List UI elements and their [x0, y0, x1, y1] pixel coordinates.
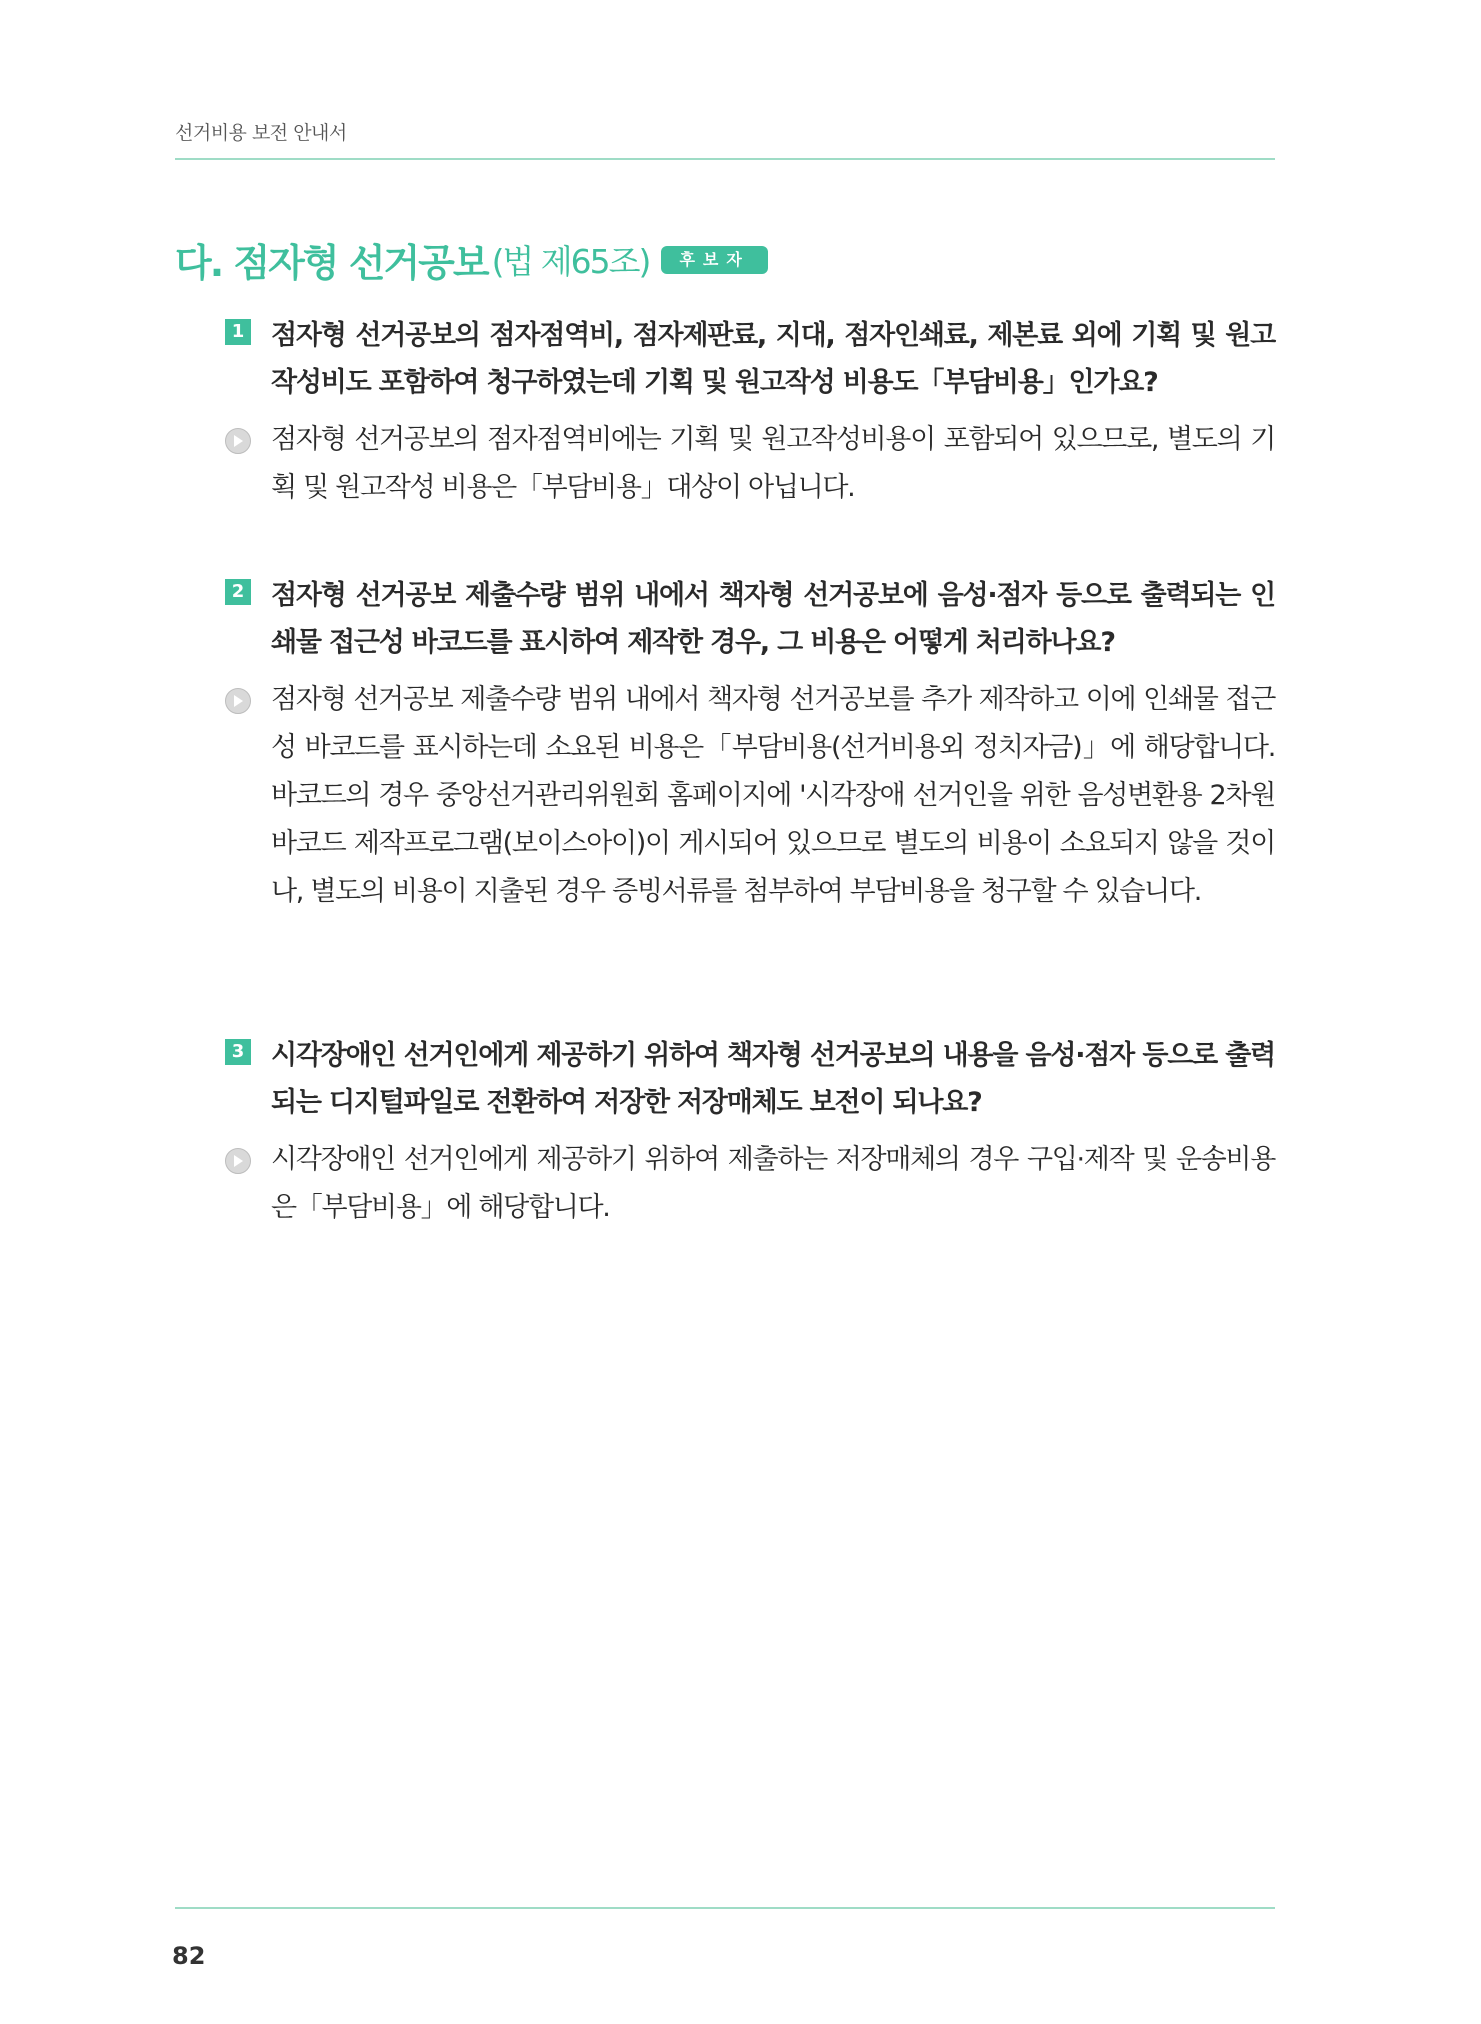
- running-header: 선거비용 보전 안내서: [175, 122, 347, 144]
- qa-item-3: [225, 1032, 1275, 1232]
- answer-arrow-icon: [225, 688, 251, 714]
- question: [225, 1032, 1275, 1126]
- answer-text: 점자형 선거공보 제출수량 범위 내에서 책자형 선거공보를 추가 제작하고 이에 인쇄물 접근성 바코드를 표시하는데 소요된 비용은「부담비용(선거비용외 정치자금)」에 해당합니다. 바코드의 경우 중앙선거관리위원회 홈페이지에 '시각장애 선거인을 위한 음성변환용 2차원바코드 제작프로그램(보이스아이)이 게시되어 있으므로 별도의 비용이 소요되지 않을 것이나, 별도의 비용이 지출된 경우 증빙서류를 첨부하여 부담비용을 청구할 수 있습니다.: [271, 684, 1275, 907]
- footer-divider: [175, 1907, 1275, 1909]
- question-number-badge: 3: [225, 1039, 251, 1065]
- answer: [225, 676, 1275, 916]
- section-title-main: 다. 점자형 선거공보: [175, 241, 488, 285]
- header-divider: [175, 158, 1275, 160]
- answer-arrow-icon: [225, 1148, 251, 1174]
- question-number-badge: 2: [225, 579, 251, 605]
- page-number: 82: [172, 1942, 206, 1970]
- question: [225, 312, 1275, 406]
- answer-arrow-icon: [225, 428, 251, 454]
- question-text: 점자형 선거공보의 점자점역비, 점자제판료, 지대, 점자인쇄료, 제본료 외에 기획 및 원고작성비도 포함하여 청구하였는데 기획 및 원고작성 비용도「부담비용」인가요?: [271, 320, 1275, 398]
- answer: [225, 1136, 1275, 1232]
- question-number-badge: 1: [225, 319, 251, 345]
- question-text: 시각장애인 선거인에게 제공하기 위하여 책자형 선거공보의 내용을 음성·점자 등으로 출력되는 디지털파일로 전환하여 저장한 저장매체도 보전이 되나요?: [271, 1040, 1275, 1118]
- candidate-badge: 후보자: [661, 246, 767, 274]
- qa-item-2: [225, 572, 1275, 916]
- section-title: [175, 232, 768, 287]
- question-text: 점자형 선거공보 제출수량 범위 내에서 책자형 선거공보에 음성·점자 등으로 출력되는 인쇄물 접근성 바코드를 표시하여 제작한 경우, 그 비용은 어떻게 처리하나요?: [271, 580, 1275, 658]
- qa-item-1: [225, 312, 1275, 512]
- answer-text: 시각장애인 선거인에게 제공하기 위하여 제출하는 저장매체의 경우 구입·제작 및 운송비용은「부담비용」에 해당합니다.: [271, 1144, 1275, 1223]
- question: [225, 572, 1275, 666]
- answer: [225, 416, 1275, 512]
- answer-text: 점자형 선거공보의 점자점역비에는 기획 및 원고작성비용이 포함되어 있으므로, 별도의 기획 및 원고작성 비용은「부담비용」대상이 아닙니다.: [271, 424, 1275, 503]
- section-title-law-reference: (법 제65조): [491, 242, 650, 281]
